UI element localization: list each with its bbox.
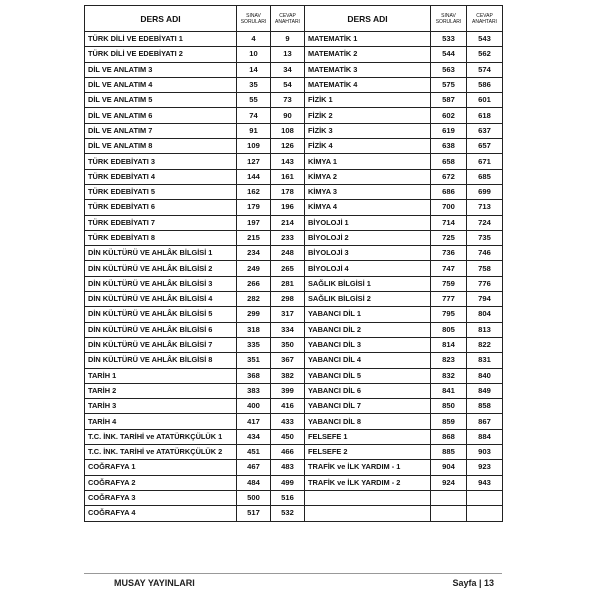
left-course-name: DİN KÜLTÜRÜ VE AHLÂK BİLGİSİ 4: [85, 292, 237, 307]
left-answer-key-start: 350: [271, 337, 305, 352]
left-course-name: DİN KÜLTÜRÜ VE AHLÂK BİLGİSİ 2: [85, 261, 237, 276]
table-header-row: [85, 6, 503, 32]
table-row: [85, 307, 503, 322]
right-question-range-start: 805: [431, 322, 467, 337]
right-answer-key-start: 840: [467, 368, 503, 383]
right-course-name: YABANCI DİL 6: [305, 383, 431, 398]
right-course-name: SAĞLIK BİLGİSİ 2: [305, 292, 431, 307]
left-question-range-start: 484: [237, 475, 271, 490]
left-question-range-start: 162: [237, 184, 271, 199]
right-question-range-start: [431, 490, 467, 505]
left-course-name: TÜRK DİLİ VE EDEBİYATI 1: [85, 32, 237, 47]
right-question-range-start: 563: [431, 62, 467, 77]
right-question-range-start: 602: [431, 108, 467, 123]
right-answer-key-start: 776: [467, 276, 503, 291]
right-course-name: YABANCI DİL 5: [305, 368, 431, 383]
left-question-range-start: 234: [237, 246, 271, 261]
left-answer-key-start: 143: [271, 154, 305, 169]
right-course-name: FELSEFE 2: [305, 445, 431, 460]
left-course-name: TARİH 3: [85, 399, 237, 414]
left-course-name: T.C. İNK. TARİHİ ve ATATÜRKÇÜLÜK 1: [85, 429, 237, 444]
right-answer-key-start: 884: [467, 429, 503, 444]
right-course-name: YABANCI DİL 2: [305, 322, 431, 337]
left-course-name: COĞRAFYA 1: [85, 460, 237, 475]
right-question-range-start: 533: [431, 32, 467, 47]
right-answer-key-start: 735: [467, 230, 503, 245]
left-question-range-start: 434: [237, 429, 271, 444]
left-course-name: DİN KÜLTÜRÜ VE AHLÂK BİLGİSİ 3: [85, 276, 237, 291]
left-answer-key-start: 382: [271, 368, 305, 383]
right-answer-key-start: 637: [467, 123, 503, 138]
right-course-name: YABANCI DİL 1: [305, 307, 431, 322]
right-answer-key-start: [467, 506, 503, 521]
right-answer-key-start: 758: [467, 261, 503, 276]
left-answer-key-start: 334: [271, 322, 305, 337]
right-question-range-start: 777: [431, 292, 467, 307]
left-answer-key-start: 265: [271, 261, 305, 276]
table-row: [85, 292, 503, 307]
right-course-name: FELSEFE 1: [305, 429, 431, 444]
table-row: [85, 184, 503, 199]
left-question-range-start: 127: [237, 154, 271, 169]
left-answer-key-start: 466: [271, 445, 305, 460]
right-question-range-start: 619: [431, 123, 467, 138]
right-answer-key-start: 586: [467, 77, 503, 92]
left-question-range-start: 299: [237, 307, 271, 322]
right-course-name: YABANCI DİL 3: [305, 337, 431, 352]
left-answer-key-start: 13: [271, 47, 305, 62]
left-course-name: TÜRK EDEBİYATI 6: [85, 200, 237, 215]
right-course-name: YABANCI DİL 7: [305, 399, 431, 414]
table-row: [85, 154, 503, 169]
right-question-range-start: 885: [431, 445, 467, 460]
left-course-name: TÜRK EDEBİYATI 8: [85, 230, 237, 245]
right-course-name: BİYOLOJİ 3: [305, 246, 431, 261]
left-question-range-start: 55: [237, 93, 271, 108]
left-course-name: T.C. İNK. TARİHİ ve ATATÜRKÇÜLÜK 2: [85, 445, 237, 460]
left-answer-key-start: 499: [271, 475, 305, 490]
left-answer-key-start: 34: [271, 62, 305, 77]
left-answer-key-start: 317: [271, 307, 305, 322]
left-answer-key-start: 532: [271, 506, 305, 521]
left-course-name: DİN KÜLTÜRÜ VE AHLÂK BİLGİSİ 8: [85, 353, 237, 368]
left-question-range-start: 91: [237, 123, 271, 138]
left-question-range-start: 249: [237, 261, 271, 276]
left-question-range-start: 517: [237, 506, 271, 521]
right-answer-key-start: 713: [467, 200, 503, 215]
right-course-name: FİZİK 4: [305, 139, 431, 154]
right-answer-key-start: 831: [467, 353, 503, 368]
right-question-range-start: 747: [431, 261, 467, 276]
table-row: [85, 445, 503, 460]
left-course-name: COĞRAFYA 3: [85, 490, 237, 505]
right-course-name: MATEMATİK 2: [305, 47, 431, 62]
left-question-range-start: 383: [237, 383, 271, 398]
right-course-name: TRAFİK ve İLK YARDIM - 2: [305, 475, 431, 490]
left-question-header: SINAV SORULARI: [237, 6, 271, 32]
right-course-name: BİYOLOJİ 1: [305, 215, 431, 230]
left-answer-key-start: 214: [271, 215, 305, 230]
left-course-name: TÜRK EDEBİYATI 3: [85, 154, 237, 169]
table-row: [85, 215, 503, 230]
left-question-range-start: 417: [237, 414, 271, 429]
left-question-range-start: 318: [237, 322, 271, 337]
left-question-range-start: 10: [237, 47, 271, 62]
right-course-name: SAĞLIK BİLGİSİ 1: [305, 276, 431, 291]
right-course-name: FİZİK 3: [305, 123, 431, 138]
right-course-name: KİMYA 3: [305, 184, 431, 199]
right-question-range-start: 850: [431, 399, 467, 414]
page-footer: [84, 576, 502, 590]
right-answer-key-start: 671: [467, 154, 503, 169]
right-course-name: MATEMATİK 4: [305, 77, 431, 92]
right-answer-key-start: 699: [467, 184, 503, 199]
left-course-name: DİN KÜLTÜRÜ VE AHLÂK BİLGİSİ 1: [85, 246, 237, 261]
left-answer-key-start: 483: [271, 460, 305, 475]
table-row: [85, 490, 503, 505]
left-answer-key-start: 161: [271, 169, 305, 184]
table-row: [85, 460, 503, 475]
right-answer-key-start: 618: [467, 108, 503, 123]
left-answer-key-start: 90: [271, 108, 305, 123]
left-course-name: COĞRAFYA 4: [85, 506, 237, 521]
right-answer-key-start: 923: [467, 460, 503, 475]
right-question-range-start: 575: [431, 77, 467, 92]
right-answer-key-start: 867: [467, 414, 503, 429]
left-question-range-start: 35: [237, 77, 271, 92]
table-row: [85, 414, 503, 429]
left-question-range-start: 500: [237, 490, 271, 505]
left-question-range-start: 109: [237, 139, 271, 154]
table-row: [85, 399, 503, 414]
left-question-range-start: 400: [237, 399, 271, 414]
table-row: [85, 108, 503, 123]
left-question-range-start: 4: [237, 32, 271, 47]
table-row: [85, 368, 503, 383]
right-answer-key-start: [467, 490, 503, 505]
table-row: [85, 276, 503, 291]
right-question-range-start: 700: [431, 200, 467, 215]
left-course-name: DİL VE ANLATIM 8: [85, 139, 237, 154]
table-row: [85, 169, 503, 184]
left-course-name: DİL VE ANLATIM 3: [85, 62, 237, 77]
right-course-name: BİYOLOJİ 4: [305, 261, 431, 276]
right-answer-key-start: 574: [467, 62, 503, 77]
left-answer-key-start: 73: [271, 93, 305, 108]
table-row: [85, 230, 503, 245]
table-row: [85, 200, 503, 215]
right-course-name: BİYOLOJİ 2: [305, 230, 431, 245]
table-row: [85, 139, 503, 154]
right-course-name: YABANCI DİL 8: [305, 414, 431, 429]
table-row: [85, 353, 503, 368]
table-row: [85, 62, 503, 77]
table-row: [85, 261, 503, 276]
table-row: [85, 47, 503, 62]
right-question-range-start: 672: [431, 169, 467, 184]
right-answer-key-start: 657: [467, 139, 503, 154]
left-course-name: DİN KÜLTÜRÜ VE AHLÂK BİLGİSİ 6: [85, 322, 237, 337]
left-question-range-start: 197: [237, 215, 271, 230]
footer-divider: [84, 573, 502, 574]
left-course-name: DİL VE ANLATIM 7: [85, 123, 237, 138]
left-answer-key-start: 516: [271, 490, 305, 505]
right-course-name: KİMYA 4: [305, 200, 431, 215]
left-question-range-start: 144: [237, 169, 271, 184]
right-answer-key-start: 822: [467, 337, 503, 352]
left-question-range-start: 282: [237, 292, 271, 307]
left-course-name: TARİH 2: [85, 383, 237, 398]
left-answer-key-start: 367: [271, 353, 305, 368]
left-course-name: TÜRK DİLİ VE EDEBİYATI 2: [85, 47, 237, 62]
left-question-range-start: 351: [237, 353, 271, 368]
right-course-name: MATEMATİK 3: [305, 62, 431, 77]
right-course-name: [305, 490, 431, 505]
page-number: Sayfa | 13: [452, 578, 494, 588]
left-course-name: DİN KÜLTÜRÜ VE AHLÂK BİLGİSİ 5: [85, 307, 237, 322]
left-question-range-start: 14: [237, 62, 271, 77]
right-course-name: FİZİK 1: [305, 93, 431, 108]
right-question-range-start: 686: [431, 184, 467, 199]
left-course-name: TÜRK EDEBİYATI 5: [85, 184, 237, 199]
table-row: [85, 77, 503, 92]
left-question-range-start: 368: [237, 368, 271, 383]
left-answer-key-start: 9: [271, 32, 305, 47]
left-question-range-start: 215: [237, 230, 271, 245]
right-answer-header: CEVAP ANAHTARI: [467, 6, 503, 32]
right-answer-key-start: 943: [467, 475, 503, 490]
left-answer-key-start: 416: [271, 399, 305, 414]
publisher-name: MUSAY YAYINLARI: [114, 578, 195, 588]
right-question-range-start: 736: [431, 246, 467, 261]
right-answer-key-start: 849: [467, 383, 503, 398]
left-course-name: DİL VE ANLATIM 6: [85, 108, 237, 123]
right-question-range-start: 868: [431, 429, 467, 444]
left-course-name: COĞRAFYA 2: [85, 475, 237, 490]
left-question-range-start: 451: [237, 445, 271, 460]
left-course-name: TARİH 4: [85, 414, 237, 429]
right-course-name: YABANCI DİL 4: [305, 353, 431, 368]
table-row: [85, 383, 503, 398]
left-answer-key-start: 450: [271, 429, 305, 444]
left-question-range-start: 266: [237, 276, 271, 291]
right-question-range-start: 859: [431, 414, 467, 429]
left-question-range-start: 74: [237, 108, 271, 123]
left-answer-key-start: 433: [271, 414, 305, 429]
right-course-name: TRAFİK ve İLK YARDIM - 1: [305, 460, 431, 475]
right-course-name: MATEMATİK 1: [305, 32, 431, 47]
table-row: [85, 337, 503, 352]
right-question-range-start: 823: [431, 353, 467, 368]
right-answer-key-start: 858: [467, 399, 503, 414]
right-answer-key-start: 724: [467, 215, 503, 230]
left-answer-key-start: 298: [271, 292, 305, 307]
right-answer-key-start: 804: [467, 307, 503, 322]
right-answer-key-start: 685: [467, 169, 503, 184]
left-answer-key-start: 281: [271, 276, 305, 291]
table-row: [85, 93, 503, 108]
right-course-name: KİMYA 2: [305, 169, 431, 184]
left-answer-key-start: 196: [271, 200, 305, 215]
right-question-range-start: 544: [431, 47, 467, 62]
right-question-range-start: 832: [431, 368, 467, 383]
right-answer-key-start: 746: [467, 246, 503, 261]
right-course-name: KİMYA 1: [305, 154, 431, 169]
left-course-name: TARİH 1: [85, 368, 237, 383]
table-row: [85, 322, 503, 337]
right-question-range-start: 725: [431, 230, 467, 245]
table-row: [85, 475, 503, 490]
left-answer-key-start: 54: [271, 77, 305, 92]
table-row: [85, 506, 503, 521]
right-answer-key-start: 543: [467, 32, 503, 47]
left-course-name-header: DERS ADI: [85, 6, 237, 32]
right-answer-key-start: 562: [467, 47, 503, 62]
left-question-range-start: 179: [237, 200, 271, 215]
right-answer-key-start: 813: [467, 322, 503, 337]
left-course-name: DİL VE ANLATIM 4: [85, 77, 237, 92]
right-course-name: [305, 506, 431, 521]
right-question-range-start: 638: [431, 139, 467, 154]
left-answer-key-start: 178: [271, 184, 305, 199]
left-answer-key-start: 399: [271, 383, 305, 398]
right-question-header: SINAV SORULARI: [431, 6, 467, 32]
course-index-table: [84, 5, 503, 522]
right-question-range-start: 814: [431, 337, 467, 352]
right-question-range-start: [431, 506, 467, 521]
right-answer-key-start: 794: [467, 292, 503, 307]
left-answer-key-start: 126: [271, 139, 305, 154]
right-question-range-start: 795: [431, 307, 467, 322]
left-course-name: DİN KÜLTÜRÜ VE AHLÂK BİLGİSİ 7: [85, 337, 237, 352]
right-answer-key-start: 601: [467, 93, 503, 108]
right-question-range-start: 714: [431, 215, 467, 230]
right-question-range-start: 924: [431, 475, 467, 490]
right-answer-key-start: 903: [467, 445, 503, 460]
table-row: [85, 246, 503, 261]
right-question-range-start: 759: [431, 276, 467, 291]
left-answer-key-start: 233: [271, 230, 305, 245]
left-course-name: TÜRK EDEBİYATI 7: [85, 215, 237, 230]
left-answer-header: CEVAP ANAHTARI: [271, 6, 305, 32]
left-answer-key-start: 108: [271, 123, 305, 138]
left-course-name: TÜRK EDEBİYATI 4: [85, 169, 237, 184]
right-question-range-start: 658: [431, 154, 467, 169]
left-answer-key-start: 248: [271, 246, 305, 261]
right-course-name: FİZİK 2: [305, 108, 431, 123]
left-course-name: DİL VE ANLATIM 5: [85, 93, 237, 108]
right-course-name-header: DERS ADI: [305, 6, 431, 32]
table-row: [85, 429, 503, 444]
right-question-range-start: 904: [431, 460, 467, 475]
table-row: [85, 123, 503, 138]
left-question-range-start: 467: [237, 460, 271, 475]
right-question-range-start: 841: [431, 383, 467, 398]
table-row: [85, 32, 503, 47]
left-question-range-start: 335: [237, 337, 271, 352]
right-question-range-start: 587: [431, 93, 467, 108]
